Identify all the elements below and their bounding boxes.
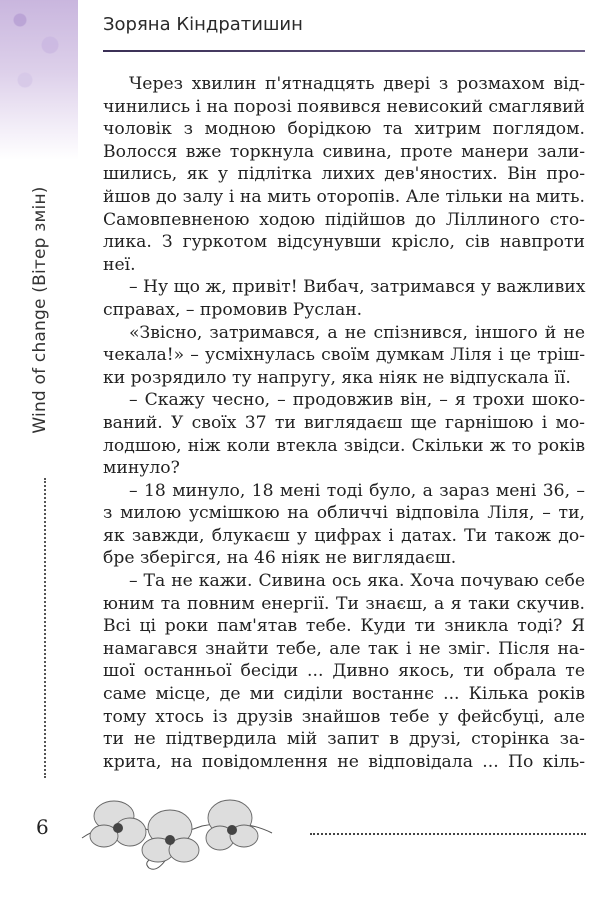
page-number: 6 [36,815,49,839]
header-rule [103,50,585,52]
text-line: тому хтось із друзів знайшов тебе у фейсбуці, але [103,706,585,727]
text-line: ваний. У своїх 37 ти виглядаєш ще гарнішою і мо- [103,412,585,433]
text-line: юним та повним енергії. Ти знаєш, а я таки скучив. [103,593,585,614]
text-line: Через хвилин п'ятнадцять двері з розмахом від- [129,74,585,94]
text-line: – Та не кажи. Сивина ось яка. Хоча почуваю себе [129,571,585,592]
decorative-corner [0,0,78,160]
text-line: лодшою, ніж коли втекла звідси. Скільки ж то років [103,435,585,456]
text-line: минуло? [103,458,180,479]
text-line: неї. [103,254,136,275]
text-line: шої останньої бесіди ... Дивно якось, ти обрала те [103,661,585,682]
text-line: Всі ці роки пам'ятав тебе. Куди ти зникла тоді? Я [103,616,585,637]
text-line: лика. З гуркотом відсунувши крісло, сів навпроти [103,232,585,253]
text-line: намагався знайти тебе, але так і не зміг. Після на- [103,638,585,659]
series-title-vertical: Wind of change (Вітер змін) [30,186,50,434]
text-line: крита, на повідомлення не відповідала ... По кіль- [103,751,585,772]
text-line: «Звісно, затримався, а не спізнився, іншого й не [129,322,585,343]
text-line: як завжди, блукаєш у цифрах і датах. Ти також до- [103,525,585,546]
side-dotted-divider [44,478,46,778]
text-line: ти не підтвердила мій запит в друзі, сторінка за- [103,729,585,750]
text-line: – Ну що ж, привіт! Вибач, затримався у важливих [129,277,586,298]
body-text [103,73,585,773]
orchid-ornament-icon [72,788,287,888]
text-line: Волосся вже торкнула сивина, проте манери зали- [103,141,585,162]
running-header-author: Зоряна Кіндратишин [103,14,303,35]
text-line: – 18 минуло, 18 мені тоді було, а зараз мені 36, – [129,480,585,501]
footer-dotted-divider [310,833,586,835]
text-line: – Скажу чесно, – продовжив він, – я трохи шоко- [129,390,585,411]
text-line: Самовпевненою ходою підійшов до Ліллиного сто- [103,209,585,230]
text-line: ки розрядило ту напругу, яка ніяк не відпускала її. [103,367,571,388]
text-line: чоловік з модною борідкою та хитрим поглядом. [103,119,585,140]
text-line: справах, – промовив Руслан. [103,299,363,320]
text-line: саме місце, де ми сиділи востаннє ... Кілька років [103,684,585,705]
text-line: з милою усмішкою на обличчі відповіла Ліля, – ти, [103,503,585,524]
text-line: йшов до залу і на мить оторопів. Але тільки на мить. [103,186,585,207]
text-line: бре зберігся, на 46 ніяк не виглядаєш. [103,548,457,569]
text-line: чекала!» – усміхнулась своїм думкам Ліля і це тріш- [103,345,585,366]
text-line: чинились і на порозі появився невисокий смаглявий [103,96,585,117]
text-line: шились, як у підлітка лихих дев'яностих. Він про- [103,164,585,185]
